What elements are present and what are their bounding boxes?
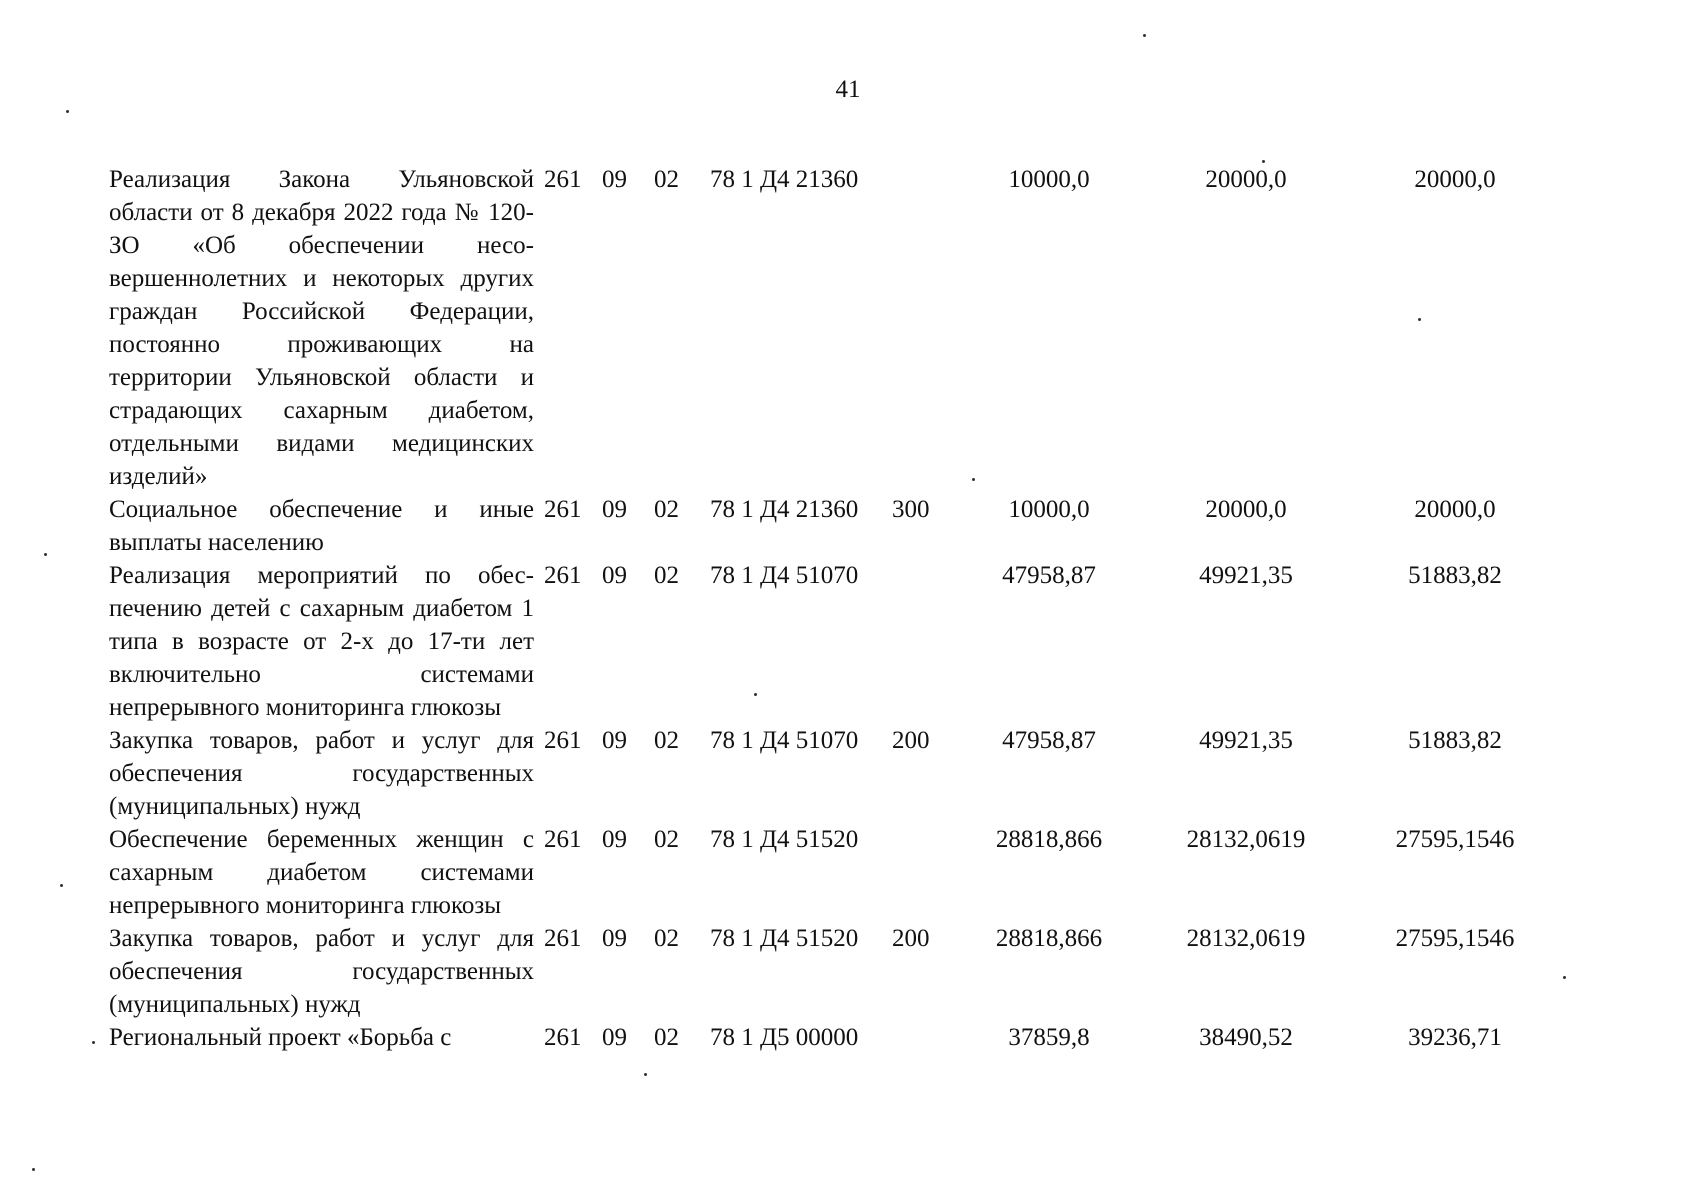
grbs-code: 261 [544, 562, 582, 589]
amount-year-2: 28132,0619 [1186, 826, 1306, 853]
target-article-code: 78 1 Д4 51070 [710, 727, 859, 754]
table-row [109, 1021, 1560, 1054]
row-name: Закупка товаров, работ и услуг для обеспечения государственных (муниципальных) нужд [109, 925, 534, 1018]
expense-type-code: 300 [892, 496, 930, 523]
row-name: Обеспечение беременных женщин с сахарным диабетом системами непрерывного мониторинга глюкозы [109, 826, 534, 919]
amount-year-1: 10000,0 [1008, 166, 1090, 193]
table-row [109, 493, 1560, 559]
table-row [109, 724, 1560, 823]
section-code: 09 [602, 562, 627, 589]
amount-year-3: 20000,0 [1414, 496, 1496, 523]
target-article-code: 78 1 Д4 21360 [710, 496, 859, 523]
section-code: 09 [602, 727, 627, 754]
expense-type-code: 200 [892, 727, 930, 754]
row-name: Региональный проект «Борьба с [109, 1024, 452, 1051]
target-article-code: 78 1 Д5 00000 [710, 1024, 859, 1051]
table-row [109, 163, 1560, 493]
expense-type-code [892, 1021, 956, 1054]
amount-year-1: 10000,0 [1008, 496, 1090, 523]
row-name: Реализация мероприятий по обеспечению детей с сахарным диабетом 1 типа в возрасте от 2-х до 17-ти лет включительно системами непрерывного мониторинга глюкозы [109, 562, 534, 721]
amount-year-2: 49921,35 [1199, 727, 1293, 754]
scan-speck [60, 884, 63, 887]
scan-speck [1143, 34, 1146, 37]
amount-year-2: 28132,0619 [1186, 925, 1306, 952]
scan-speck [754, 693, 757, 696]
scan-speck [32, 1168, 35, 1171]
amount-year-2: 20000,0 [1205, 166, 1287, 193]
subsection-code: 02 [654, 925, 679, 952]
table-row [109, 922, 1560, 1021]
row-name: Реализация Закона Ульяновской области от 8 декабря 2022 года № 120-ЗО «Об обеспечении несовершеннолетних и некоторых других граждан Российской Федерации, постоянно проживающих на территории Ульяновской области и страдающих сахарным диабетом, отдельными видами медицинских изделий» [109, 166, 534, 490]
amount-year-3: 51883,82 [1408, 562, 1502, 589]
amount-year-2: 49921,35 [1199, 562, 1293, 589]
subsection-code: 02 [654, 1024, 679, 1051]
section-code: 09 [602, 1024, 627, 1051]
row-name: Социальное обеспечение и иные выплаты населению [109, 496, 534, 556]
target-article-code: 78 1 Д4 51520 [710, 925, 859, 952]
target-article-code: 78 1 Д4 51520 [710, 826, 859, 853]
grbs-code: 261 [544, 727, 582, 754]
scan-speck [644, 1073, 647, 1076]
row-name: Закупка товаров, работ и услуг для обеспечения государственных (муниципальных) нужд [109, 727, 534, 820]
section-code: 09 [602, 496, 627, 523]
grbs-code: 261 [544, 496, 582, 523]
scan-speck [1418, 318, 1421, 321]
expense-type-code [892, 823, 956, 922]
section-code: 09 [602, 925, 627, 952]
amount-year-2: 38490,52 [1199, 1024, 1293, 1051]
expense-type-code [892, 163, 956, 493]
budget-table [109, 163, 1560, 1054]
amount-year-1: 28818,866 [995, 826, 1103, 853]
table-row [109, 559, 1560, 724]
amount-year-1: 37859,8 [1008, 1024, 1090, 1051]
amount-year-3: 27595,1546 [1395, 826, 1515, 853]
amount-year-1: 47958,87 [1002, 727, 1096, 754]
scan-speck [92, 1041, 95, 1044]
target-article-code: 78 1 Д4 51070 [710, 562, 859, 589]
subsection-code: 02 [654, 826, 679, 853]
amount-year-1: 28818,866 [995, 925, 1103, 952]
amount-year-3: 20000,0 [1414, 166, 1496, 193]
grbs-code: 261 [544, 925, 582, 952]
grbs-code: 261 [544, 1024, 582, 1051]
subsection-code: 02 [654, 166, 679, 193]
scan-speck [44, 553, 47, 556]
amount-year-3: 39236,71 [1408, 1024, 1502, 1051]
expense-type-code: 200 [892, 925, 930, 952]
page-number: 41 [835, 76, 861, 103]
section-code: 09 [602, 826, 627, 853]
scan-speck [1563, 976, 1566, 979]
amount-year-1: 47958,87 [1002, 562, 1096, 589]
amount-year-2: 20000,0 [1205, 496, 1287, 523]
grbs-code: 261 [544, 826, 582, 853]
subsection-code: 02 [654, 727, 679, 754]
grbs-code: 261 [544, 166, 582, 193]
subsection-code: 02 [654, 496, 679, 523]
subsection-code: 02 [654, 562, 679, 589]
scan-speck [1262, 160, 1265, 163]
scan-speck [66, 110, 69, 113]
amount-year-3: 51883,82 [1408, 727, 1502, 754]
scan-speck [972, 478, 975, 481]
expense-type-code [892, 559, 956, 724]
table-row [109, 823, 1560, 922]
amount-year-3: 27595,1546 [1395, 925, 1515, 952]
section-code: 09 [602, 166, 627, 193]
target-article-code: 78 1 Д4 21360 [710, 166, 859, 193]
